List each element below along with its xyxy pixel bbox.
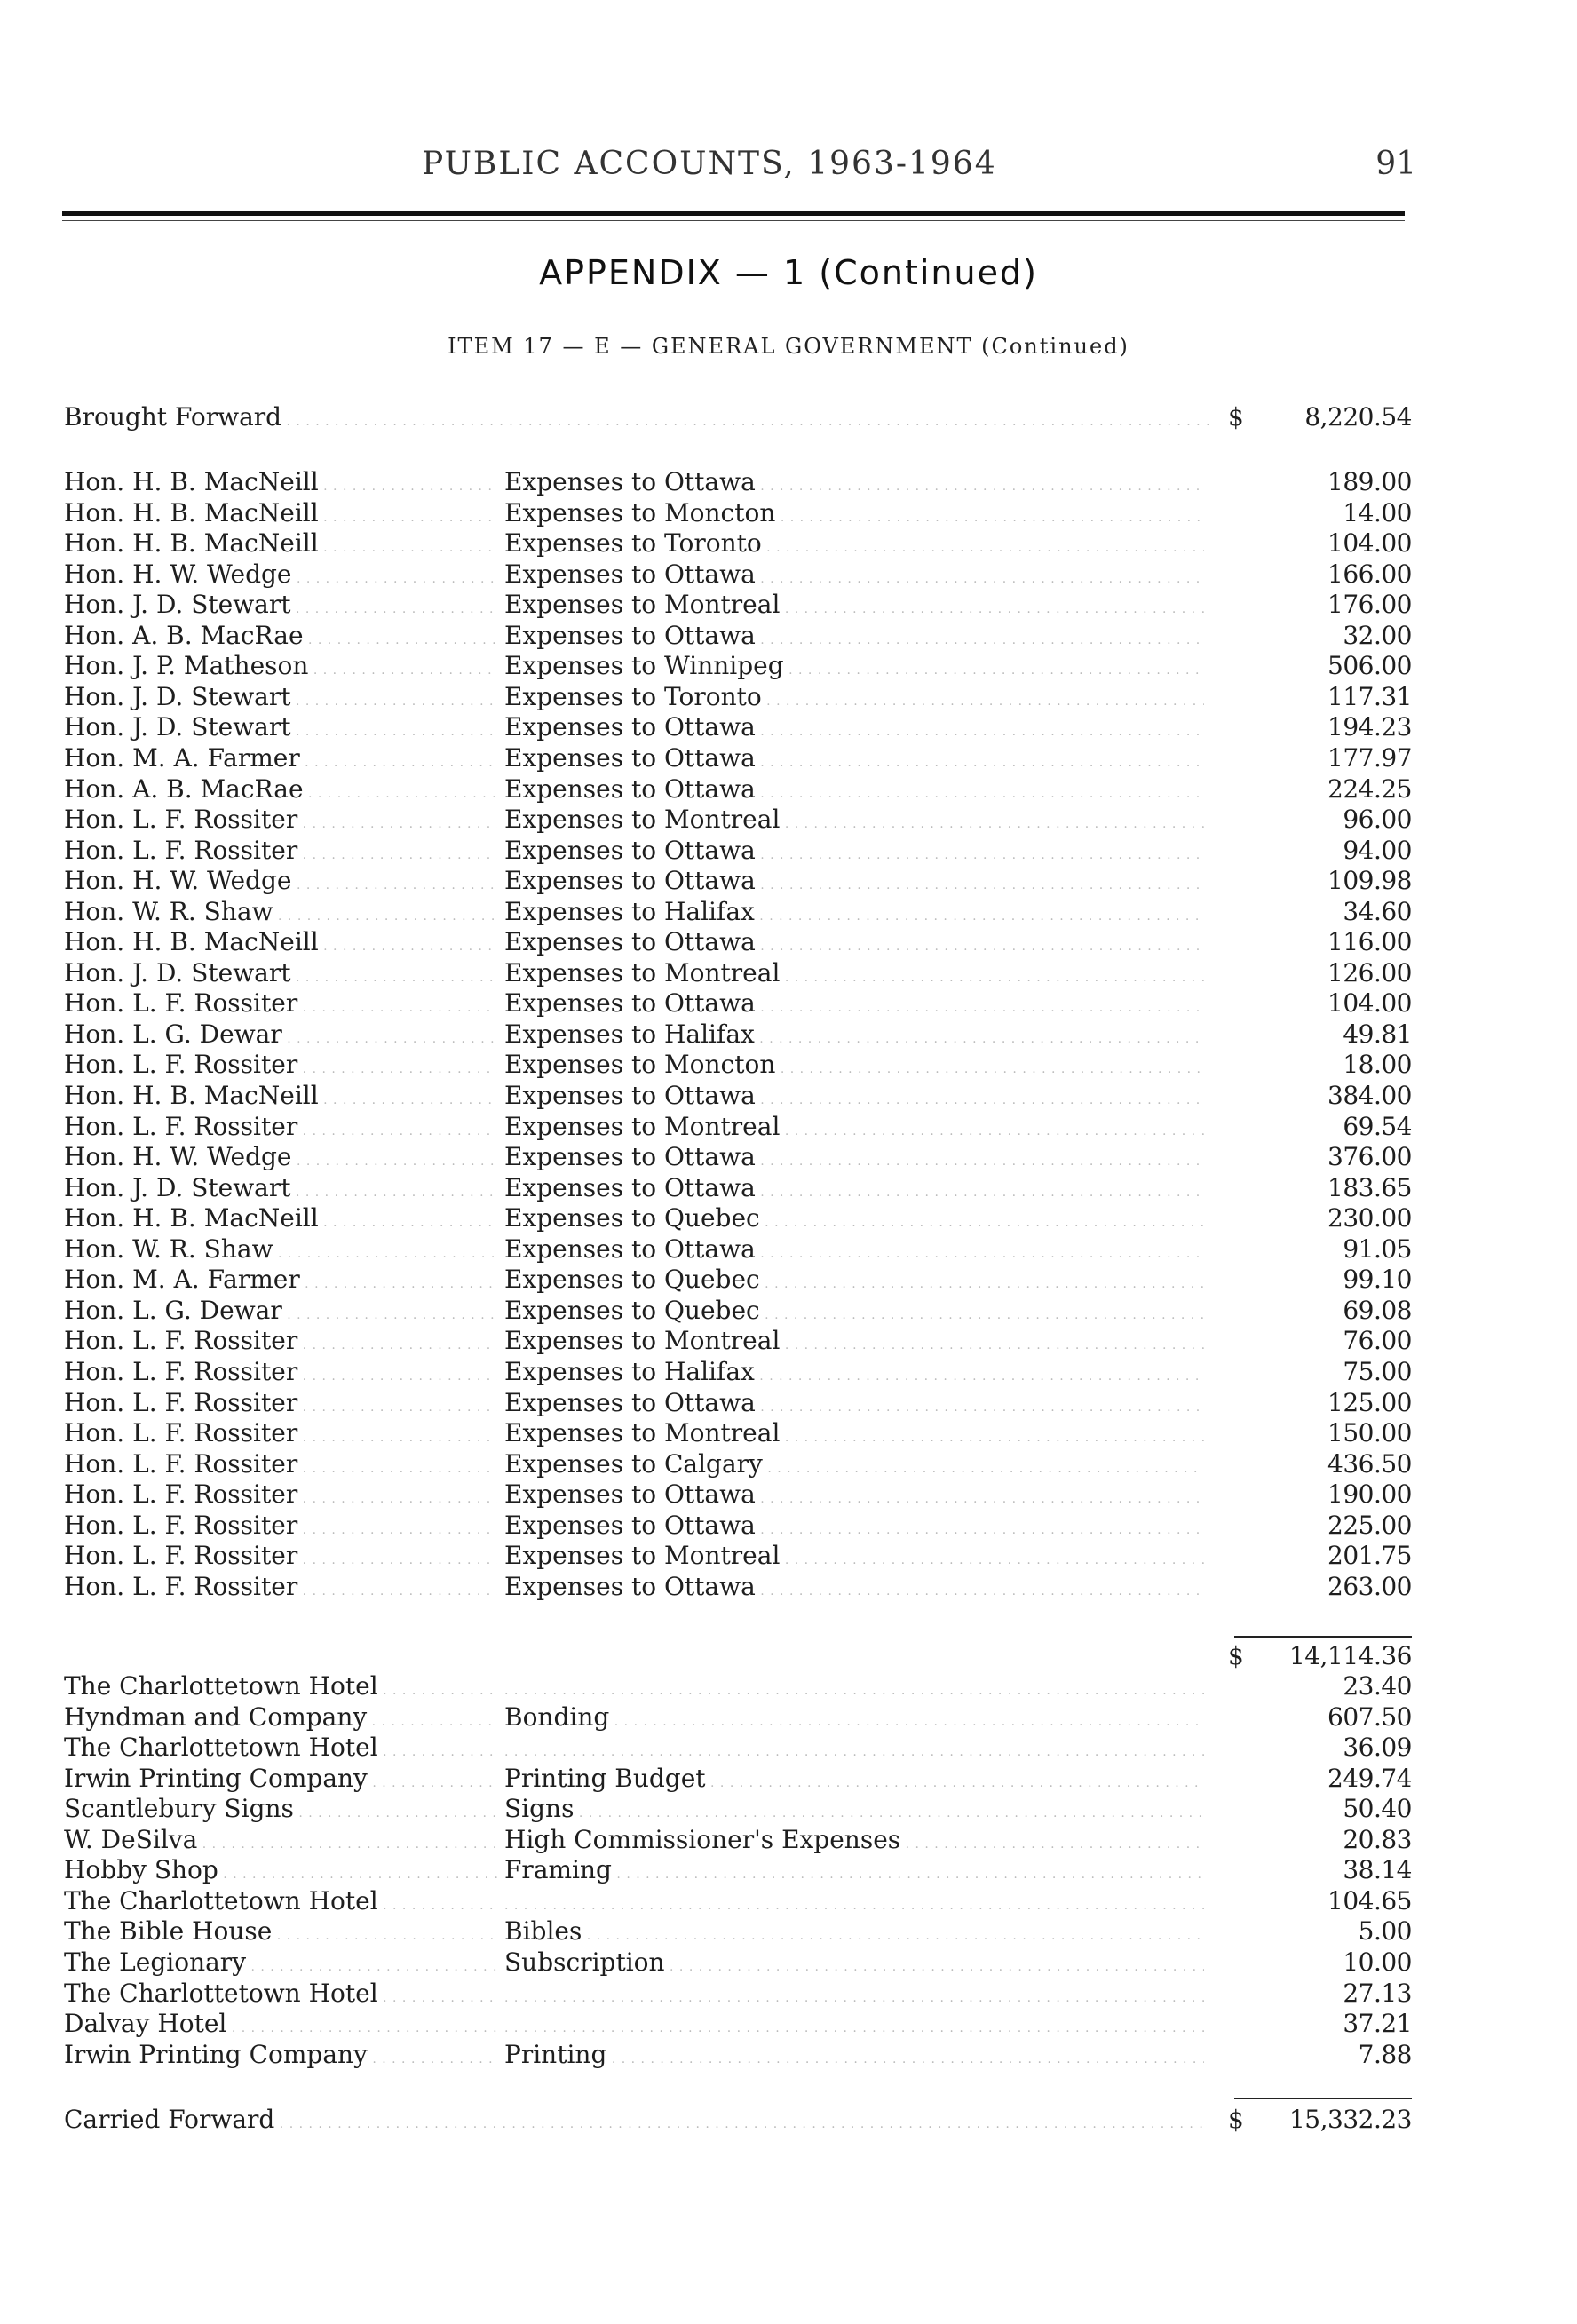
amount: 109.98 bbox=[1327, 866, 1412, 896]
table-row bbox=[0, 866, 1577, 896]
table-row bbox=[0, 1112, 1577, 1142]
payee-name: Hon. J. P. Matheson . . . bbox=[64, 651, 497, 686]
table-row bbox=[0, 1671, 1577, 1701]
amount: 69.54 bbox=[1343, 1111, 1412, 1141]
header-rule bbox=[62, 211, 1405, 216]
amount: 263.00 bbox=[1327, 1571, 1412, 1601]
table-row bbox=[0, 1855, 1577, 1885]
table-row bbox=[0, 1572, 1577, 1602]
amount: 224.25 bbox=[1327, 773, 1412, 804]
amount: 94.00 bbox=[1343, 835, 1412, 865]
amount: 201.75 bbox=[1327, 1541, 1412, 1571]
expense-description: Expenses to Ottawa . . . bbox=[504, 1081, 1204, 1115]
table-row bbox=[0, 1142, 1577, 1172]
amount: 126.00 bbox=[1327, 957, 1412, 988]
amount: 230.00 bbox=[1327, 1203, 1412, 1233]
expense-description: Bibles . . . bbox=[504, 1916, 1204, 1951]
expense-description: Expenses to Montreal . . . bbox=[504, 958, 1204, 993]
payee-name: Hon. J. D. Stewart . . . bbox=[64, 1173, 497, 1208]
table-row bbox=[0, 1764, 1577, 1794]
amount: 99.10 bbox=[1343, 1265, 1412, 1295]
amount: 176.00 bbox=[1327, 590, 1412, 620]
table-row bbox=[0, 1019, 1577, 1050]
expense-description: Expenses to Ottawa . . . bbox=[504, 1173, 1204, 1208]
expense-description: Expenses to Ottawa . . . bbox=[504, 836, 1204, 870]
amount: 91.05 bbox=[1343, 1233, 1412, 1264]
currency-symbol: $ bbox=[1228, 402, 1244, 432]
amount: 190.00 bbox=[1327, 1479, 1412, 1510]
payee-name: Hon. M. A. Farmer . . . bbox=[64, 743, 497, 778]
amount: 75.00 bbox=[1343, 1356, 1412, 1386]
expense-description: Signs . . . bbox=[504, 1794, 1204, 1828]
expense-description: Framing . . . bbox=[504, 1855, 1204, 1890]
expense-description: Expenses to Toronto . . . bbox=[504, 528, 1204, 563]
payee-name: Dalvay Hotel . . . bbox=[64, 2009, 497, 2043]
amount: 104.00 bbox=[1327, 988, 1412, 1019]
brought-forward-amount: 8,220.54 bbox=[1304, 402, 1412, 432]
amount: 189.00 bbox=[1327, 467, 1412, 496]
table-row bbox=[0, 1979, 1577, 2009]
subtotal-row bbox=[0, 1641, 1577, 1671]
payee-name: Hon. L. F. Rossiter . . . bbox=[64, 1112, 497, 1146]
amount: 96.00 bbox=[1343, 805, 1412, 835]
table-row bbox=[0, 1173, 1577, 1203]
expense-description: Expenses to Montreal . . . bbox=[504, 1418, 1204, 1453]
page-number: 91 bbox=[1375, 146, 1416, 182]
expense-description: Expenses to Quebec . . . bbox=[504, 1296, 1204, 1330]
table-row bbox=[0, 1916, 1577, 1947]
table-row bbox=[0, 1357, 1577, 1387]
expense-description: Expenses to Montreal . . . bbox=[504, 1326, 1204, 1360]
table-row bbox=[0, 1733, 1577, 1763]
amount: 104.00 bbox=[1327, 528, 1412, 559]
expense-description: Expenses to Halifax . . . bbox=[504, 1019, 1204, 1054]
expense-description: Expenses to Ottawa . . . bbox=[504, 1388, 1204, 1423]
expense-description: Expenses to Winnipeg . . . bbox=[504, 651, 1204, 686]
table-row bbox=[0, 1794, 1577, 1824]
expense-description: Expenses to Ottawa . . . bbox=[504, 712, 1204, 747]
brought-forward-row bbox=[0, 402, 1577, 432]
amount: 69.08 bbox=[1343, 1295, 1412, 1325]
payee-name: Hon. L. G. Dewar . . . bbox=[64, 1019, 497, 1054]
table-row bbox=[0, 774, 1577, 805]
payee-name: The Charlottetown Hotel . . . bbox=[64, 1671, 497, 1706]
expense-description: Expenses to Ottawa . . . bbox=[504, 743, 1204, 778]
expense-description: Expenses to Montreal . . . bbox=[504, 1112, 1204, 1146]
expense-description: Expenses to Toronto . . . bbox=[504, 682, 1204, 717]
expense-description: Expenses to Montreal . . . bbox=[504, 590, 1204, 624]
expense-description: Expenses to Moncton . . . bbox=[504, 1050, 1204, 1084]
amount: 23.40 bbox=[1343, 1671, 1412, 1701]
payee-name: The Charlottetown Hotel . . . bbox=[64, 1733, 497, 1767]
payee-name: Hon. H. B. MacNeill . . . bbox=[64, 1203, 497, 1238]
amount: 117.31 bbox=[1327, 681, 1412, 711]
expense-description: Expenses to Ottawa . . . bbox=[504, 621, 1204, 655]
table-row bbox=[0, 621, 1577, 651]
amount: 20.83 bbox=[1343, 1824, 1412, 1854]
amount: 506.00 bbox=[1327, 651, 1412, 681]
table-row bbox=[0, 1541, 1577, 1571]
subtotal-amount: 14,114.36 bbox=[1288, 1641, 1412, 1670]
payee-name: Hon. L. F. Rossiter . . . bbox=[64, 1511, 497, 1545]
table-row bbox=[0, 651, 1577, 681]
payee-name: The Charlottetown Hotel . . . bbox=[64, 1886, 497, 1921]
table-row bbox=[0, 1947, 1577, 1978]
payee-name: Hon. L. F. Rossiter . . . bbox=[64, 1449, 497, 1484]
amount: 76.00 bbox=[1343, 1326, 1412, 1356]
amount: 5.00 bbox=[1358, 1916, 1412, 1947]
payee-name: Hon. L. F. Rossiter . . . bbox=[64, 836, 497, 870]
table-row bbox=[0, 958, 1577, 988]
table-row bbox=[0, 1081, 1577, 1111]
amount: 104.65 bbox=[1327, 1885, 1412, 1916]
currency-symbol: $ bbox=[1228, 2105, 1244, 2134]
carried-forward-amount: 15,332.23 bbox=[1288, 2105, 1412, 2134]
currency-symbol: $ bbox=[1228, 1641, 1244, 1670]
payee-name: Hon. L. F. Rossiter . . . bbox=[64, 1479, 497, 1514]
payee-name: Hon. L. F. Rossiter . . . bbox=[64, 1050, 497, 1084]
amount: 49.81 bbox=[1343, 1019, 1412, 1049]
expense-description: Expenses to Ottawa . . . bbox=[504, 988, 1204, 1023]
expense-description: Expenses to Halifax . . . bbox=[504, 1357, 1204, 1392]
table-row bbox=[0, 988, 1577, 1019]
table-row bbox=[0, 1326, 1577, 1356]
table-row bbox=[0, 743, 1577, 773]
header-rule-thin bbox=[62, 220, 1405, 221]
payee-name: Hon. L. F. Rossiter . . . bbox=[64, 988, 497, 1023]
payee-name: Hon. A. B. MacRae . . . bbox=[64, 774, 497, 809]
amount: 376.00 bbox=[1327, 1142, 1412, 1172]
amount: 166.00 bbox=[1327, 559, 1412, 589]
expense-description: Subscription . . . bbox=[504, 1947, 1204, 1982]
table-row bbox=[0, 1449, 1577, 1479]
expense-description: Expenses to Ottawa . . . bbox=[504, 1234, 1204, 1269]
payee-name: Hon. L. F. Rossiter . . . bbox=[64, 1357, 497, 1392]
expense-description: Expenses to Ottawa . . . bbox=[504, 1142, 1204, 1177]
payee-name: Hon. L. F. Rossiter . . . bbox=[64, 1572, 497, 1606]
table-row bbox=[0, 805, 1577, 835]
payee-name: The Charlottetown Hotel . . . bbox=[64, 1979, 497, 2013]
expense-description: Expenses to Ottawa . . . bbox=[504, 927, 1204, 962]
amount: 384.00 bbox=[1327, 1081, 1412, 1110]
payee-name: Hon. J. D. Stewart . . . bbox=[64, 958, 497, 993]
payee-name: Hyndman and Company . . . bbox=[64, 1702, 497, 1737]
payee-name: Scantlebury Signs . . . bbox=[64, 1794, 497, 1828]
payee-name: Hon. M. A. Farmer . . . bbox=[64, 1265, 497, 1299]
amount: 150.00 bbox=[1327, 1418, 1412, 1448]
payee-name: Hon. H. B. MacNeill . . . bbox=[64, 927, 497, 962]
table-row bbox=[0, 927, 1577, 957]
table-row bbox=[0, 1296, 1577, 1326]
payee-name: Hon. J. D. Stewart . . . bbox=[64, 682, 497, 717]
expense-description: Expenses to Moncton . . . bbox=[504, 498, 1204, 533]
expense-description bbox=[504, 1886, 1204, 1921]
payee-name: Hon. H. B. MacNeill . . . bbox=[64, 498, 497, 533]
payee-name: Hon. A. B. MacRae . . . bbox=[64, 621, 497, 655]
payee-name: Hon. J. D. Stewart . . . bbox=[64, 590, 497, 624]
expense-description bbox=[504, 1671, 1204, 1706]
amount: 177.97 bbox=[1327, 742, 1412, 773]
amount: 36.09 bbox=[1343, 1733, 1412, 1763]
payee-name: Hon. H. B. MacNeill . . . bbox=[64, 1081, 497, 1115]
payee-name: Hon. W. R. Shaw . . . bbox=[64, 1234, 497, 1269]
amount: 116.00 bbox=[1327, 927, 1412, 957]
appendix-heading: APPENDIX — 1 (Continued) bbox=[539, 253, 1038, 292]
payee-name: Hon. L. F. Rossiter . . . bbox=[64, 805, 497, 839]
amount: 10.00 bbox=[1343, 1947, 1412, 1977]
payee-name: Hobby Shop . . . bbox=[64, 1855, 497, 1890]
table-row bbox=[0, 1479, 1577, 1510]
payee-name: Irwin Printing Company . . . bbox=[64, 2040, 497, 2074]
payee-name: Hon. L. G. Dewar . . . bbox=[64, 1296, 497, 1330]
amount: 125.00 bbox=[1327, 1387, 1412, 1417]
expense-description: Expenses to Montreal . . . bbox=[504, 805, 1204, 839]
item-heading: ITEM 17 — E — GENERAL GOVERNMENT (Continued) bbox=[448, 334, 1129, 359]
expense-description: High Commissioner's Expenses . . . bbox=[504, 1825, 1204, 1860]
brought-forward-label: Brought Forward . . . bbox=[64, 402, 1209, 437]
payee-name: Hon. H. W. Wedge . . . bbox=[64, 1142, 497, 1177]
payee-name: Hon. L. F. Rossiter . . . bbox=[64, 1418, 497, 1453]
payee-name: The Bible House . . . bbox=[64, 1916, 497, 1951]
amount: 225.00 bbox=[1327, 1510, 1412, 1540]
amount: 183.65 bbox=[1327, 1172, 1412, 1202]
table-row bbox=[0, 1511, 1577, 1541]
table-row bbox=[0, 897, 1577, 927]
table-row bbox=[0, 836, 1577, 866]
table-row bbox=[0, 1825, 1577, 1855]
payee-name: The Legionary . . . bbox=[64, 1947, 497, 1982]
page-header bbox=[422, 146, 1416, 199]
expense-description: Expenses to Ottawa . . . bbox=[504, 1479, 1204, 1514]
payee-name: Hon. H. W. Wedge . . . bbox=[64, 559, 497, 594]
expense-description: Bonding . . . bbox=[504, 1702, 1204, 1737]
subtotal-rule bbox=[1234, 1636, 1412, 1638]
carried-forward-row bbox=[0, 2105, 1577, 2135]
table-row bbox=[0, 1388, 1577, 1418]
amount: 18.00 bbox=[1343, 1050, 1412, 1080]
amount: 32.00 bbox=[1343, 620, 1412, 650]
payee-name: Hon. L. F. Rossiter . . . bbox=[64, 1388, 497, 1423]
amount: 37.21 bbox=[1343, 2009, 1412, 2039]
payee-name: Hon. H. W. Wedge . . . bbox=[64, 866, 497, 900]
table-row bbox=[0, 528, 1577, 559]
expense-description: Printing Budget . . . bbox=[504, 1764, 1204, 1798]
table-row bbox=[0, 498, 1577, 528]
payee-name: W. DeSilva . . . bbox=[64, 1825, 497, 1860]
payee-name: Hon. L. F. Rossiter . . . bbox=[64, 1326, 497, 1360]
expense-description: Expenses to Ottawa . . . bbox=[504, 866, 1204, 900]
total-rule bbox=[1234, 2098, 1412, 2099]
table-row bbox=[0, 1203, 1577, 1233]
expense-description: Expenses to Halifax . . . bbox=[504, 897, 1204, 932]
amount: 34.60 bbox=[1343, 896, 1412, 926]
amount: 7.88 bbox=[1358, 2039, 1412, 2069]
expense-description: Expenses to Calgary . . . bbox=[504, 1449, 1204, 1484]
amount: 27.13 bbox=[1343, 1978, 1412, 2008]
expense-description: Expenses to Ottawa . . . bbox=[504, 774, 1204, 809]
payee-name: Hon. H. B. MacNeill . . . bbox=[64, 467, 497, 502]
expense-description: Expenses to Ottawa . . . bbox=[504, 559, 1204, 594]
amount: 50.40 bbox=[1343, 1794, 1412, 1824]
table-row bbox=[0, 1050, 1577, 1080]
expense-description: Expenses to Ottawa . . . bbox=[504, 467, 1204, 502]
amount: 249.74 bbox=[1327, 1763, 1412, 1793]
table-row bbox=[0, 682, 1577, 712]
expense-description: Printing . . . bbox=[504, 2040, 1204, 2074]
table-row bbox=[0, 2040, 1577, 2070]
carried-forward-label: Carried Forward . . . bbox=[64, 2105, 1209, 2139]
payee-name: Hon. L. F. Rossiter . . . bbox=[64, 1541, 497, 1575]
table-row bbox=[0, 1886, 1577, 1916]
expense-description: Expenses to Ottawa . . . bbox=[504, 1572, 1204, 1606]
payee-name: Hon. J. D. Stewart . . . bbox=[64, 712, 497, 747]
expense-description: Expenses to Montreal . . . bbox=[504, 1541, 1204, 1575]
table-row bbox=[0, 1418, 1577, 1448]
running-title: PUBLIC ACCOUNTS, 1963-1964 bbox=[422, 146, 997, 182]
table-row bbox=[0, 1702, 1577, 1733]
expense-description: Expenses to Quebec . . . bbox=[504, 1203, 1204, 1238]
amount: 607.50 bbox=[1327, 1701, 1412, 1732]
payee-name: Irwin Printing Company . . . bbox=[64, 1764, 497, 1798]
payee-name: Hon. H. B. MacNeill . . . bbox=[64, 528, 497, 563]
expense-description bbox=[504, 1979, 1204, 2013]
expense-description: Expenses to Quebec . . . bbox=[504, 1265, 1204, 1299]
table-row bbox=[0, 1265, 1577, 1295]
amount: 14.00 bbox=[1343, 497, 1412, 527]
amount: 38.14 bbox=[1343, 1855, 1412, 1885]
table-row bbox=[0, 1234, 1577, 1265]
table-row bbox=[0, 559, 1577, 590]
table-row bbox=[0, 2009, 1577, 2039]
amount: 436.50 bbox=[1327, 1448, 1412, 1479]
amount: 194.23 bbox=[1327, 712, 1412, 742]
payee-name: Hon. W. R. Shaw . . . bbox=[64, 897, 497, 932]
table-row bbox=[0, 712, 1577, 742]
expense-description bbox=[504, 1733, 1204, 1767]
expense-description bbox=[504, 2009, 1204, 2043]
table-row bbox=[0, 590, 1577, 620]
expense-description: Expenses to Ottawa . . . bbox=[504, 1511, 1204, 1545]
table-row bbox=[0, 467, 1577, 497]
